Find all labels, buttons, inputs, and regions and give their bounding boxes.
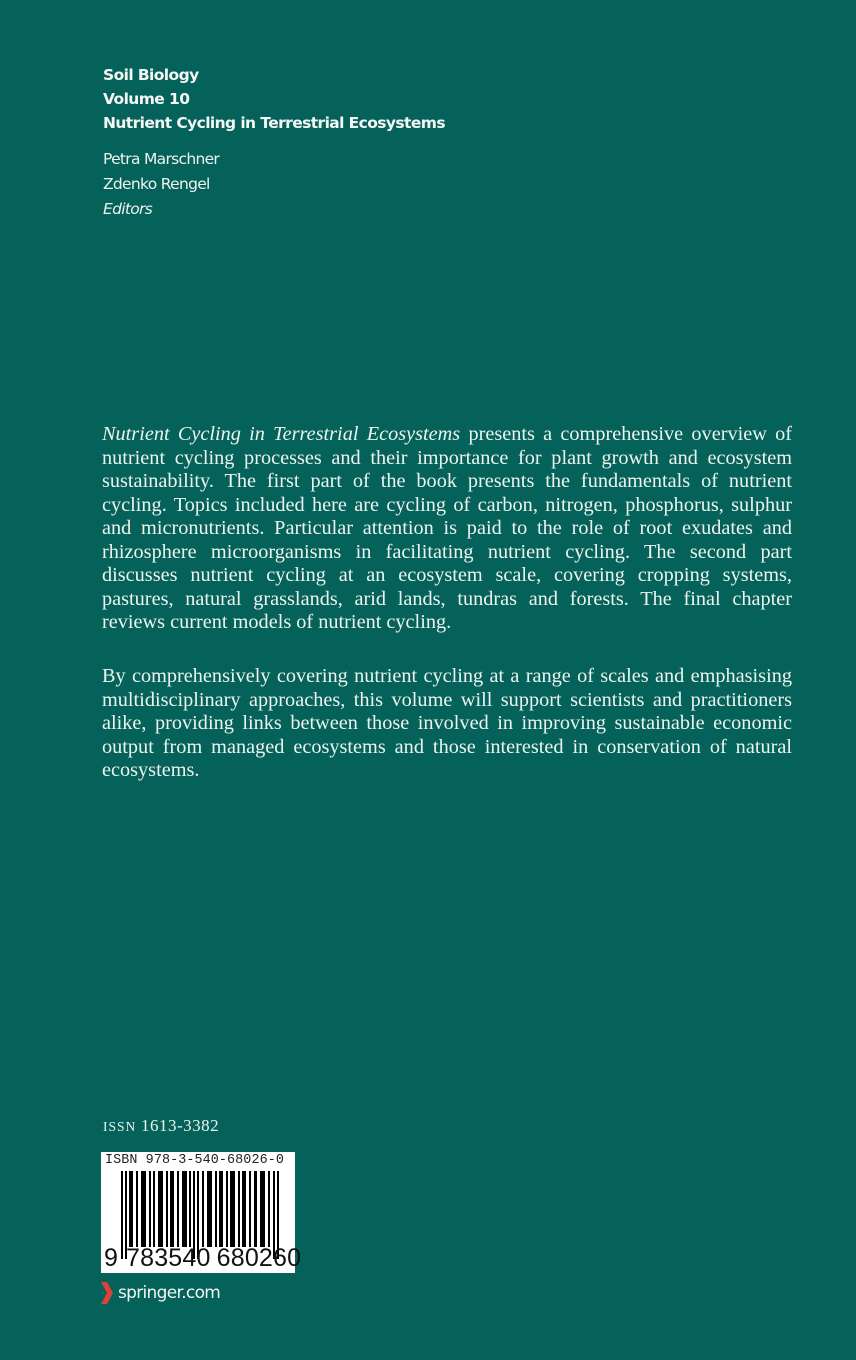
ean-digits	[104, 1244, 301, 1273]
series-block	[103, 63, 445, 135]
isbn-barcode	[101, 1152, 302, 1273]
editor-name: Petra Marschner	[103, 150, 220, 168]
blurb-text: presents a comprehensive overview of nutrient cycling processes and their importance for plant growth and ecosystem sustainability. The first part of the book presents the fundamentals of nutrient cycling. Topics included here are cycling of carbon, nitrogen, phosphorus, sulphur and micronutrients. Particular attention is paid to the role of root exudates and rhizosphere microorganisms in facilitating nutrient cycling. The second part discusses nutrient cycling at an ecosystem scale, covering cropping systems, pastures, natural grasslands, arid lands, tundras and forests. The final chapter reviews current models of nutrient cycling.	[102, 423, 793, 633]
editor-name: Zdenko Rengel	[103, 175, 210, 193]
blurb-paragraph-1	[102, 423, 792, 635]
book-title: Nutrient Cycling in Terrestrial Ecosystems	[103, 114, 445, 132]
issn-line	[103, 1116, 219, 1136]
publisher-link[interactable]	[101, 1282, 220, 1304]
publisher-url[interactable]: springer.com	[118, 1283, 221, 1303]
editors-role: Editors	[103, 200, 153, 218]
series-title: Soil Biology	[103, 66, 199, 84]
isbn-text: ISBN 978-3-540-68026-0	[105, 1153, 284, 1168]
editors-block	[103, 147, 219, 222]
series-volume: Volume 10	[103, 90, 190, 108]
ean-group-2: 680260	[216, 1244, 302, 1272]
blurb-paragraph-2: By comprehensively covering nutrient cycling at a range of scales and emphasising multidisciplinary approaches, this volume will support scientists and practitioners alike, providing links between those involved in improving sustainable economic output from managed ecosystems and those interested in conservation of natural ecosystems.	[102, 665, 792, 781]
chevron-right-icon	[101, 1282, 113, 1304]
blurb-book-title: Nutrient Cycling in Terrestrial Ecosystems	[102, 423, 461, 445]
issn-value: 1613-3382	[141, 1116, 220, 1135]
issn-label: ISSN	[103, 1119, 137, 1134]
ean-group-1: 783540	[126, 1244, 211, 1272]
ean-lead-digit: 9	[104, 1244, 119, 1272]
